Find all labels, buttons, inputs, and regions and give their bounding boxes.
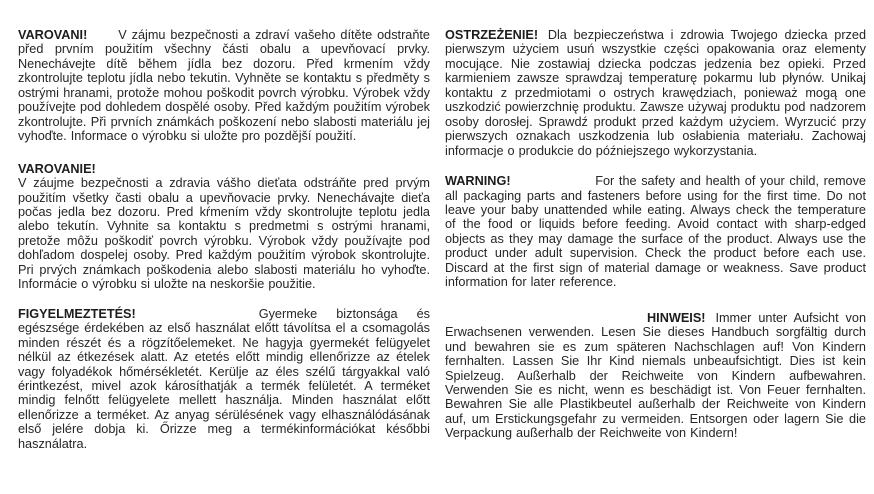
warning-section-english bbox=[445, 174, 866, 290]
warning-section-polish bbox=[445, 28, 866, 158]
warning-section-slovak bbox=[18, 162, 430, 292]
section-body-slovak: V záujme bezpečnosti a zdravia vášho dieťata odstráňte pred prvým použitím všetky časti obalu a upevňovacie prvky. Nenechávajte dieťa počas jedla bez dozoru. Pred kŕmením vždy skontrolujte teplotu jedla alebo tekutín. Vyhnite sa kontaktu s predmetmi s ostrými hranami, pretože môžu poškodiť povrch výrobku. Výrobok vždy používajte pod dohľadom dospelej osoby. Pred každým použitím výrobok skontrolujte. Pri prvých známkach poškodenia alebo slabosti materiálu ho vyhoďte. Informácie o výrobku si uložte na neskoršie použitie. bbox=[18, 176, 430, 292]
warning-section-czech bbox=[18, 28, 430, 144]
section-heading-czech: VAROVANI! bbox=[18, 28, 88, 42]
section-heading-german: HINWEIS! bbox=[647, 310, 706, 325]
section-heading-hungarian: FIGYELMEZTETÉS! bbox=[18, 306, 136, 321]
left-column bbox=[18, 28, 430, 467]
section-body-czech: V zájmu bezpečnosti a zdraví vašeho dítěte odstraňte před prvním použitím všechny části obalu a upevňovací prvky. Nenechávejte dítě během jídla bez dozoru. Před krmením vždy zkontrolujte teplotu jídla nebo tekutin. Vyhněte se kontaktu s předměty s ostrými hranami, protože mohou poškodit povrch výrobku. Výrobek vždy používejte pod dohledem dospělé osoby. Před každým použitím výrobek zkontrolujte. Při prvních známkách poškození nebo slabosti materiálu jej vyhoďte. Informace o výrobku si uložte pro pozdější použití. bbox=[18, 28, 430, 144]
section-body-polish: Dla bezpieczeństwa i zdrowia Twojego dziecka przed pierwszym użyciem usuń wszystkie części opakowania oraz elementy mocujące. Nie zostawiaj dziecka podczas jedzenia bez opieki. Przed karmieniem zawsze sprawdzaj temperaturę pokarmu lub płynów. Unikaj kontaktu z przedmiotami o ostrych krawędziach, ponieważ mogą one uszkodzić powierzchnię produktu. Zawsze używaj produktu pod nadzorem osoby dorosłej. Sprawdź produkt przed każdym użyciem. Wyrzucić przy pierwszych oznakach uszkodzenia lub osłabienia materiału. Zachowaj informacje o produkcie do późniejszego wykorzystania. bbox=[445, 28, 866, 158]
warning-section-german bbox=[445, 311, 866, 441]
warning-section-hungarian bbox=[18, 307, 430, 452]
section-heading-polish: OSTRZEŻENIE! bbox=[445, 28, 539, 42]
section-body-english: For the safety and health of your child, remove all packaging parts and fasteners before using for the first time. Do not leave your baby unattended while eating. Always check the temperature of the food or liquids before feeding. Avoid contact with sharp-edged objects as they may damage the surface of the product. Always use the product under adult supervision. Check the product before each use. Discard at the first sign of material damage or weakness. Save product information for later reference. bbox=[445, 174, 866, 290]
section-body-german: Immer unter Aufsicht von Erwachsenen verwenden. Lesen Sie dieses Handbuch sorgfältig durch und bewahren sie es zum späteren Nachschlagen auf! Von Kindern fernhalten. Lassen Sie Ihr Kind niemals unbeaufsichtigt. Dies ist kein Spielzeug. Außerhalb der Reichweite von Kindern aufbewahren. Verwenden Sie es nicht, wenn es beschädigt ist. Von Feuer fernhalten. Bewahren Sie alle Plastikbeutel außerhalb der Reichweite von Kindern auf, um Erstickungsgefahr zu vermeiden. Entsorgen oder lagern Sie die Verpackung außerhalb der Reichweite von Kindern! bbox=[445, 310, 866, 441]
right-column bbox=[445, 28, 866, 467]
section-heading-slovak: VAROVANIE! bbox=[18, 161, 96, 176]
section-heading-english: WARNING! bbox=[445, 174, 511, 189]
section-body-hungarian: Gyermeke biztonsága és egészsége érdekében az első használat előtt távolítsa el a csomagolás minden részét és a rögzítőelemeket. Ne hagyja gyermekét felügyelet nélkül az étkezések alatt. Az etetés előtt mindig ellenőrizze az ételek vagy folyadékok hőmérsékletét. Kerülje az éles szélű tárgyakkal való érintkezést, mivel azok károsíthatják a termék felületét. A terméket mindig felnőtt felügyelete mellett használja. Minden használat előtt ellenőrizze a terméket. Az anyag sérülésének vagy elhasználódásának első jelére dobja ki. Őrizze meg a termékinformációkat későbbi használatra. bbox=[18, 306, 430, 451]
